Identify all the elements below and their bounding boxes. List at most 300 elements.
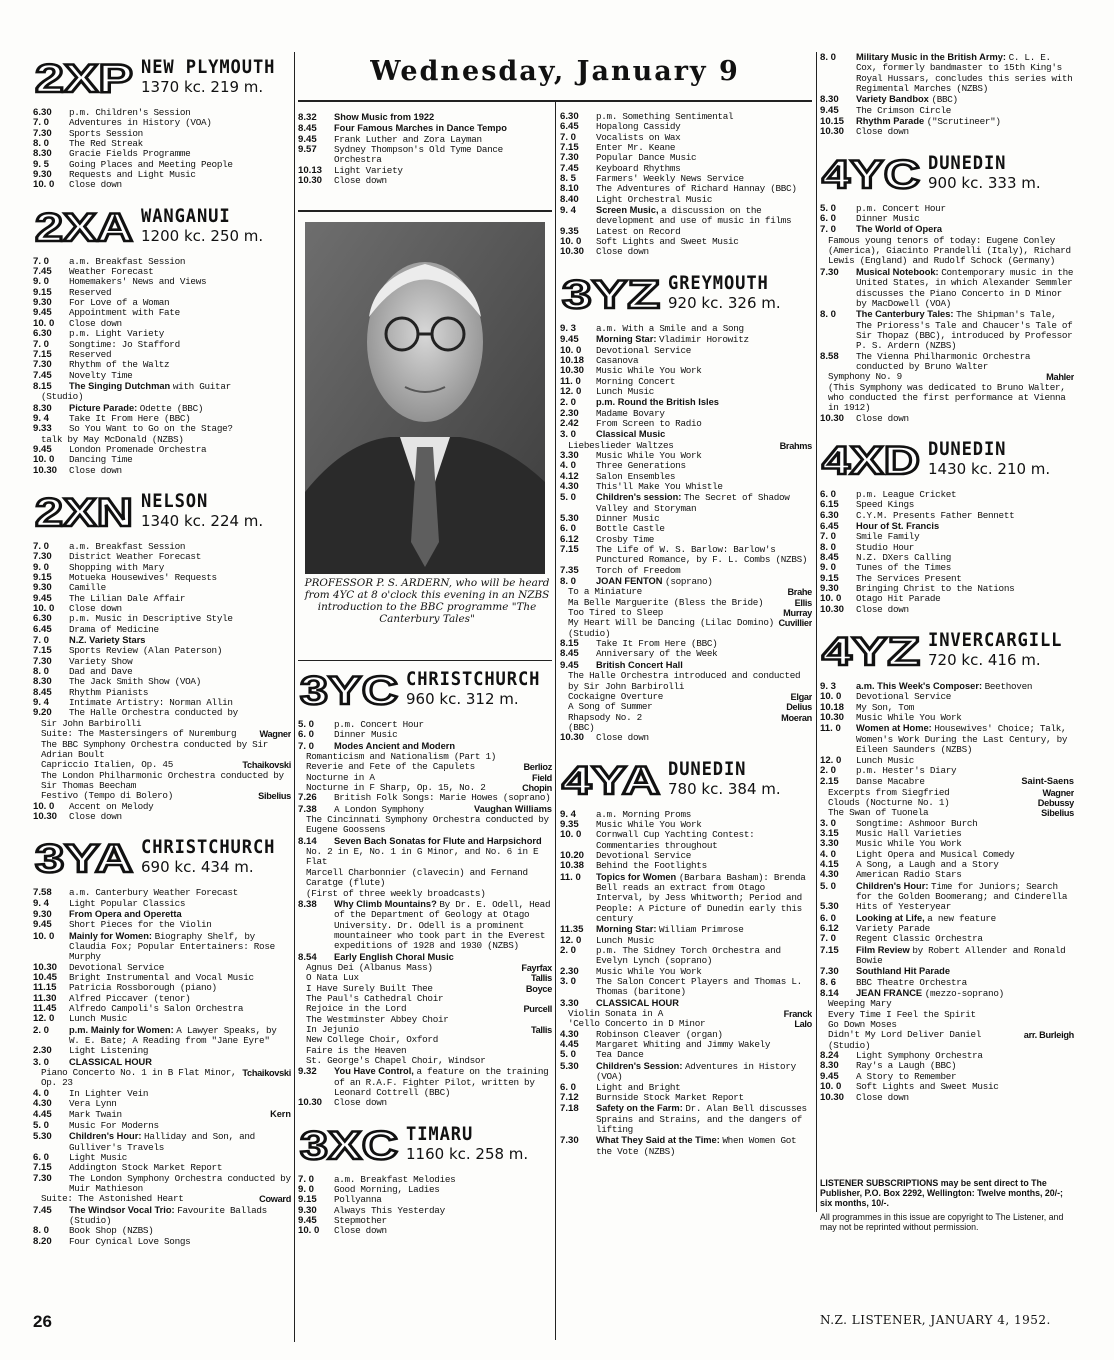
station-frequency: 920 kc. 326 m.: [668, 293, 781, 312]
programme-title: a.m. Breakfast Session: [69, 256, 186, 267]
programme-time: 4. 0: [33, 1087, 50, 1099]
programme-row: [820, 267, 1074, 309]
programme-title: Salon Ensembles: [596, 471, 676, 482]
programme-row: [820, 352, 1074, 373]
programme-title: Frank Luther and Zora Layman: [334, 134, 482, 145]
programme-title: Enter Mr. Keane: [596, 143, 676, 154]
programme-title: Screen Music, a discussion on the development and use of music in films: [596, 205, 792, 227]
programme-title: Looking at Life, a new feature: [856, 912, 996, 924]
programme-time: 7.30: [33, 551, 52, 563]
programme-title: The Jack Smith Show (VOA): [69, 677, 201, 688]
station-header: [560, 758, 812, 808]
programme-list: [820, 490, 1074, 615]
programme-title: District Weather Forecast: [69, 552, 201, 563]
programme-row: [820, 521, 1074, 532]
programme-row: [33, 920, 291, 930]
programme-title: N.Z. DXers Calling: [856, 553, 952, 564]
programme-title: British Concert Hall: [596, 659, 683, 670]
column-rule: [816, 52, 817, 1212]
programme-title: Crosby Time: [596, 534, 655, 545]
programme-row: [33, 909, 291, 920]
programme-row: [33, 1226, 291, 1236]
programme-time: 4. 0: [820, 848, 837, 860]
programme-time: 7. 0: [560, 131, 577, 143]
programme-title: Close down: [69, 180, 122, 191]
station-frequency: 1160 kc. 258 m.: [406, 1144, 529, 1163]
programme-title: Four Famous Marches in Dance Tempo: [334, 123, 507, 134]
programme-row: [820, 204, 1074, 214]
programme-title: Music For Moderns: [69, 1120, 159, 1131]
column-4: [820, 52, 1074, 1103]
programme-row: [33, 888, 291, 898]
programme-detail: I Have Surely Built Thee Boyce: [306, 982, 552, 994]
programme-time: 6.30: [560, 112, 579, 122]
programme-row: [560, 334, 812, 345]
programme-title: Close down: [69, 604, 122, 615]
programme-detail: Capriccio Italien, Op. 45 Tchaikovski: [41, 759, 291, 771]
programme-row: [33, 646, 291, 656]
station-header: [560, 272, 812, 322]
programme-title: The World of Opera: [856, 224, 943, 235]
programme-row: [820, 913, 1074, 924]
programme-time: 9. 4: [33, 697, 50, 709]
programme-row: [820, 1051, 1074, 1061]
programme-time: 4.30: [560, 480, 579, 492]
programme-row: [560, 1135, 812, 1157]
programme-row: [820, 127, 1074, 137]
programme-detail: The Swan of Tuonela Sibelius: [828, 807, 1074, 819]
programme-time: 10.30: [820, 712, 845, 724]
programme-time: 9. 0: [820, 562, 837, 574]
programme-row: [820, 214, 1074, 224]
call-sign-logo: [820, 440, 924, 480]
programme-row: [820, 860, 1074, 870]
programme-time: 7.30: [820, 966, 839, 978]
programme-row: [298, 1216, 552, 1226]
programme-title: Dinner Music: [334, 730, 398, 741]
programme-time: 8.30: [33, 402, 52, 414]
programme-title: Close down: [334, 176, 387, 187]
call-sign-logo: [298, 1125, 402, 1165]
programme-time: 10.30: [820, 412, 845, 424]
programme-time: 10.30: [33, 810, 58, 822]
programme-title: Stepmother: [334, 1216, 387, 1227]
programme-row: [820, 881, 1074, 903]
programme-row: [820, 563, 1074, 573]
programme-row: [298, 176, 552, 186]
photo-caption: PROFESSOR P. S. ARDERN, who will be heard from 4YC at 8 o'clock this evening in an NZBS introduction to the BBC programme "The Canterbury Tales": [304, 577, 550, 625]
programme-time: 9. 0: [298, 1184, 315, 1196]
programme-title: Book Shop (NZBS): [69, 1226, 154, 1237]
programme-row: [560, 461, 812, 471]
programme-time: 8.45: [820, 552, 839, 564]
programme-row: [820, 945, 1074, 967]
programme-title: Modes Ancient and Modern: [334, 740, 456, 751]
programme-title: From Screen to Radio: [596, 418, 702, 429]
programme-row: [33, 298, 291, 308]
station-frequency: 720 kc. 416 m.: [928, 651, 1041, 670]
programme-title: p.m. Children's Session: [69, 108, 191, 118]
programme-title: Songtime: Ashmoor Burch: [856, 818, 978, 829]
programme-time: 2.42: [560, 417, 579, 429]
programme-title: a.m. This Week's Composer: Beethoven: [856, 681, 1033, 693]
svg-text:4XD: 4XD: [822, 439, 920, 480]
programme-row: [820, 723, 1074, 755]
programme-time: 12. 0: [560, 385, 582, 397]
programme-detail: To a Miniature Brahe: [568, 586, 812, 598]
programme-time: 7. 0: [33, 540, 50, 552]
programme-row: [33, 308, 291, 318]
programme-row: [298, 730, 552, 740]
programme-row: [33, 983, 291, 993]
programme-title: a.m. Morning Proms: [596, 809, 692, 820]
programme-time: 9.15: [820, 572, 839, 584]
programme-time: 10.13: [298, 164, 323, 176]
call-sign-logo: [298, 670, 402, 710]
programme-detail: Liebeslieder Waltzes Brahms: [568, 439, 812, 451]
programme-title: Seven Bach Sonatas for Flute and Harpsichord: [334, 835, 542, 846]
programme-list: [33, 257, 291, 476]
programme-title: London Promenade Orchestra: [69, 444, 207, 455]
programme-row: [33, 466, 291, 476]
programme-row: [298, 1098, 552, 1108]
programme-time: 7.30: [33, 1172, 52, 1184]
programme-row: [33, 1109, 291, 1120]
programme-title: The London Symphony Orchestra conducted by Muir Mathieson: [69, 1173, 291, 1194]
programme-time: 9.15: [33, 286, 52, 298]
programme-time: 10.30: [298, 175, 323, 187]
programme-title: CLASSICAL HOUR: [596, 997, 679, 1008]
programme-title: a.m. Breakfast Melodies: [334, 1174, 456, 1185]
programme-title: Anniversary of the Week: [596, 649, 718, 660]
programme-title: Southland Hit Parade: [856, 966, 951, 977]
programme-row: [33, 149, 291, 159]
programme-time: 2.30: [560, 965, 579, 977]
programme-row: [298, 145, 552, 166]
programme-list: [298, 112, 552, 186]
programme-detail: Weeping Mary: [828, 998, 892, 1010]
programme-row: [33, 108, 291, 118]
programme-title: Alfred Piccaver (tenor): [69, 993, 191, 1004]
programme-title: Topics for Women (Barbara Basham): Brenda Bell reads an extract from Otago Interval, by Jess Whitworth; Period and People: A Picture of Dunedin early this century: [596, 871, 806, 924]
programme-title: Latest on Record: [596, 226, 681, 237]
programme-detail: Romanticism and Nationalism (Part 1): [306, 751, 497, 763]
programme-title: Classical Music: [596, 429, 666, 440]
programme-row: [33, 994, 291, 1004]
programme-time: 8.15: [33, 380, 52, 392]
programme-time: 3. 0: [33, 1056, 50, 1068]
programme-title: Light Popular Classics: [69, 898, 186, 909]
programme-row: [820, 692, 1074, 702]
programme-row: [820, 490, 1074, 500]
programme-time: 8. 0: [33, 666, 50, 678]
programme-title: C.Y.M. Presents Father Bennett: [856, 510, 1015, 521]
programme-title: Four Cynical Love Songs: [69, 1236, 191, 1247]
call-sign-logo: [560, 760, 664, 800]
programme-time: 8.45: [298, 123, 317, 135]
programme-row: [33, 267, 291, 277]
composer: Vaughan Williams: [473, 803, 552, 814]
programme-row: [820, 553, 1074, 563]
programme-title: Children's session: The Secret of Shadow Valley and Storyman: [596, 492, 790, 514]
programme-row: [560, 387, 812, 397]
programme-time: 10.15: [820, 116, 845, 128]
programme-time: 10.30: [33, 961, 58, 973]
programme-row: [33, 1121, 291, 1131]
programme-time: 7. 0: [33, 255, 50, 267]
station-frequency: 900 kc. 333 m.: [928, 173, 1041, 192]
programme-title: Tea Dance: [596, 1050, 644, 1061]
programme-time: 8. 5: [560, 173, 577, 185]
programme-row: [33, 1014, 291, 1024]
programme-title: Military Music in the British Army: C. L. E. Cox, formerly bandmaster to 15th King's Royal Hussars, concludes this series with Regimental Marches (NZBS): [856, 52, 1073, 95]
programme-list: [820, 52, 1074, 138]
programme-title: N.Z. Variety Stars: [69, 635, 146, 646]
programme-time: 7.15: [560, 142, 579, 154]
programme-row: [560, 184, 812, 194]
programme-detail: New College Choir, Oxford: [306, 1034, 438, 1046]
programme-time: 10. 0: [560, 344, 582, 356]
programme-time: 6. 0: [820, 488, 837, 500]
programme-row: [33, 288, 291, 298]
programme-title: Devotional Service: [596, 345, 692, 356]
programme-time: 2.15: [820, 776, 839, 788]
programme-time: 6.45: [33, 623, 52, 635]
call-sign-logo: [33, 207, 137, 247]
programme-title: Early English Choral Music: [334, 951, 454, 962]
programme-detail: talk by May McDonald (NZBS): [41, 433, 184, 445]
programme-time: 5.30: [560, 513, 579, 524]
programme-detail: (Studio): [568, 627, 611, 639]
programme-detail: 'Cello Concerto in D Minor Lalo: [568, 1018, 812, 1030]
programme-time: 2. 0: [33, 1024, 50, 1036]
section-rule: [298, 210, 552, 212]
programme-row: [560, 472, 812, 482]
station-city: TIMARU: [406, 1122, 474, 1145]
programme-row: [298, 112, 552, 123]
programme-time: 3.30: [560, 997, 579, 1009]
programme-title: Burnside Stock Market Report: [596, 1092, 744, 1103]
svg-text:4YA: 4YA: [562, 759, 660, 800]
programme-detail: The Westminster Abbey Choir: [306, 1013, 449, 1025]
programme-title: The Halle Orchestra conducted by: [69, 708, 238, 719]
programme-detail: (This Symphony was dedicated to Bruno Walter, who conducted the first performance at Vienna in 1912): [828, 381, 1066, 414]
programme-list: [560, 112, 812, 258]
station-city: GREYMOUTH: [668, 271, 769, 294]
programme-detail: Rhapsody No. 2 Moeran: [568, 711, 812, 723]
programme-time: 7.45: [33, 369, 52, 381]
programme-title: Vocalists on Wax: [596, 132, 681, 143]
programme-title: Mainly for Women: Biography Shelf, by Claudia Fox; Popular Entertainers: Rose Murphy: [69, 930, 275, 963]
programme-row: [560, 1061, 812, 1083]
programme-title: The Crimson Circle: [856, 105, 952, 116]
programme-row: [33, 139, 291, 149]
programme-time: 10.30: [560, 365, 585, 377]
programme-time: 7.15: [33, 1162, 52, 1174]
programme-row: [33, 319, 291, 329]
column-2-lower: [298, 664, 552, 1304]
programme-time: 10.30: [560, 246, 585, 258]
programme-row: [33, 677, 291, 687]
programme-title: Morning Star: William Primrose: [596, 924, 744, 936]
programme-row: [820, 574, 1074, 584]
programme-time: 7. 0: [820, 224, 837, 236]
programme-title: The Lilian Dale Affair: [69, 593, 186, 604]
programme-title: You Have Control, a feature on the training of an R.A.F. Fighter Pilot, written by Leonard Cottrell (BBC): [334, 1066, 549, 1099]
programme-row: [820, 1061, 1074, 1071]
programme-time: 4. 0: [560, 460, 577, 472]
station-frequency: 1430 kc. 210 m.: [928, 459, 1051, 478]
programme-row: [820, 850, 1074, 860]
programme-row: [820, 500, 1074, 510]
programme-row: [560, 397, 812, 408]
programme-title: Mark Twain: [69, 1110, 122, 1121]
programme-time: 8.14: [298, 835, 317, 847]
programme-time: 8.45: [33, 686, 52, 698]
programme-time: 10. 0: [560, 829, 582, 841]
programme-title: Children's Session: Adventures in History (VOA): [596, 1060, 796, 1083]
programme-row: [560, 346, 812, 356]
programme-list: [560, 324, 812, 744]
programme-title: a.m. Breakfast Session: [69, 541, 186, 552]
programme-time: 7.15: [33, 645, 52, 657]
programme-list: [820, 681, 1074, 1103]
svg-text:2XN: 2XN: [35, 491, 133, 532]
programme-detail: Nocturne in A Field: [306, 771, 552, 783]
programme-time: 9. 3: [820, 681, 837, 693]
svg-text:4YC: 4YC: [822, 153, 920, 194]
programme-row: [560, 820, 812, 830]
programme-row: [298, 1066, 552, 1098]
programme-title: p.m. Concert Hour: [856, 203, 946, 214]
programme-row: [820, 511, 1074, 521]
programme-title: Lunch Music: [69, 1014, 128, 1025]
programme-time: 7.35: [560, 564, 579, 576]
programme-detail: (Studio): [828, 1039, 871, 1051]
programme-time: 11. 0: [560, 871, 581, 883]
programme-title: Light Music: [69, 1152, 128, 1163]
station-header: [820, 438, 1074, 488]
svg-text:2XP: 2XP: [35, 58, 133, 98]
programme-row: [560, 872, 812, 925]
programme-time: 8.30: [820, 1060, 839, 1072]
programme-time: 12. 0: [33, 1013, 55, 1025]
programme-title: Show Music from 1922: [334, 112, 435, 122]
programme-row: [298, 1185, 552, 1195]
programme-title: The Windsor Vocal Trio: Favourite Ballads (Studio): [69, 1204, 267, 1226]
programme-title: So You Want to Go on the Stage?: [69, 424, 233, 435]
programme-row: [560, 429, 812, 440]
programme-title: Soft Lights and Sweet Music: [596, 237, 739, 248]
programme-title: The Red Streak: [69, 139, 143, 150]
programme-time: 11.35: [560, 924, 584, 936]
section-rule: [298, 660, 552, 661]
column-rule: [555, 100, 556, 1340]
programme-time: 8.58: [820, 350, 839, 362]
programme-time: 8. 0: [820, 541, 837, 553]
station-header: [33, 836, 291, 886]
programme-title: Adventures in History (VOA): [69, 118, 212, 129]
programme-title: Lunch Music: [596, 935, 655, 946]
programme-time: 12. 0: [560, 934, 582, 946]
programme-row: [33, 371, 291, 381]
programme-row: [33, 340, 291, 350]
programme-time: 8. 0: [33, 1225, 50, 1237]
programme-title: Lunch Music: [856, 755, 915, 766]
programme-title: The Services Present: [856, 573, 962, 584]
call-sign-logo: [33, 838, 137, 878]
programme-time: 5. 0: [820, 880, 837, 892]
programme-title: Children's Hour: Halliday and Son, and Gulliver's Travels: [69, 1131, 255, 1153]
programme-title: Close down: [596, 733, 649, 744]
programme-time: 2. 0: [560, 945, 577, 957]
svg-text:3YC: 3YC: [300, 670, 398, 710]
programme-time: 6.30: [33, 613, 52, 625]
programme-title: p.m. Hester's Diary: [856, 765, 957, 776]
programme-time: 9.15: [33, 572, 52, 583]
programme-time: 2.30: [33, 1045, 52, 1057]
programme-title: p.m. Concert Hour: [334, 720, 424, 730]
programme-time: 8.30: [33, 676, 52, 688]
programme-time: 7.30: [820, 266, 839, 278]
programme-time: 10. 0: [33, 317, 55, 329]
station-frequency: 1370 kc. 219 m.: [141, 78, 264, 96]
programme-row: [820, 776, 1074, 787]
programme-title: Torch of Freedom: [596, 565, 681, 576]
programme-title: A Story to Remember: [856, 1071, 957, 1082]
programme-title: Motueka Housewives' Requests: [69, 573, 217, 583]
programme-row: [820, 543, 1074, 553]
programme-time: 9. 0: [33, 561, 50, 573]
programme-title: Rhythm Pianists: [69, 687, 149, 698]
programme-time: 8.30: [820, 94, 839, 106]
programme-title: Music While You Work: [856, 713, 962, 724]
programme-time: 9. 4: [560, 808, 577, 820]
programme-time: 5. 0: [298, 719, 315, 730]
programme-title: Variety Parade: [856, 924, 930, 934]
programme-row: [560, 524, 812, 534]
programme-time: 4.12: [560, 470, 579, 482]
programme-row: [820, 819, 1074, 829]
programme-time: 11. 0: [560, 375, 581, 387]
programme-title: Weather Forecast: [69, 267, 154, 278]
programme-row: [560, 237, 812, 247]
programme-time: 8. 0: [33, 138, 50, 150]
programme-row: [820, 532, 1074, 542]
programme-row: [33, 1099, 291, 1109]
station-header: [820, 629, 1074, 679]
programme-title: What They Said at the Time: When Women Got the Vote (NZBS): [596, 1135, 797, 1157]
programme-detail: Marcell Charbonnier (clavecin) and Fernand Caratge (flute): [306, 866, 528, 889]
call-sign-logo: [560, 274, 664, 314]
programme-list: [298, 720, 552, 1109]
programme-title: Light Variety: [334, 165, 403, 176]
programme-row: [33, 667, 291, 677]
programme-time: 5. 0: [33, 1119, 50, 1131]
programme-list: [33, 888, 291, 1247]
programme-row: [33, 1153, 291, 1163]
programme-title: Variety Show: [69, 656, 133, 667]
programme-title: Patricia Rossborough (piano): [69, 983, 217, 994]
portrait-image: [305, 222, 545, 574]
programme-time: 11. 0: [820, 723, 841, 735]
programme-time: 9.33: [33, 423, 52, 435]
programme-detail: (Studio): [41, 391, 84, 403]
programme-time: 10.30: [298, 1097, 323, 1109]
programme-title: Light and Bright: [596, 1082, 681, 1093]
programme-title: Close down: [596, 247, 649, 258]
programme-title: Music While You Work: [856, 839, 962, 850]
